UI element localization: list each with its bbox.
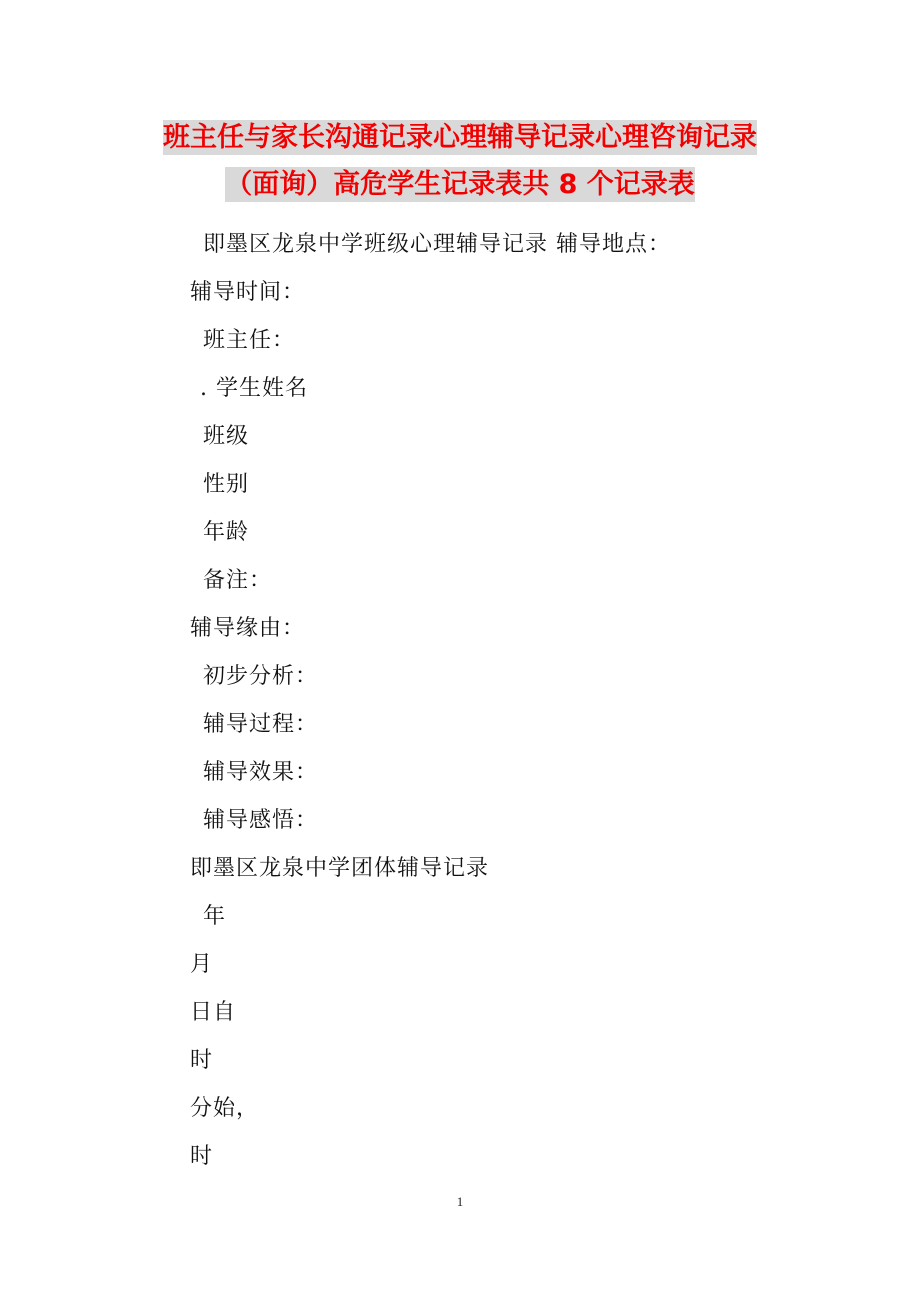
body-line-minute-start: 分始， xyxy=(190,1096,260,1121)
body-line-group-counseling-record: 即墨区龙泉中学团体辅导记录 xyxy=(190,856,490,881)
body-line-remarks: 备注： xyxy=(203,568,273,593)
body-line-year: 年 xyxy=(203,904,227,929)
title-line-1-text: 班主任与家长沟通记录心理辅导记录心理咨询记录 xyxy=(163,122,757,153)
body-line-day-from: 日自 xyxy=(190,1000,237,1025)
body-line-student-name: . 学生姓名 xyxy=(200,376,308,401)
body-line-counseling-process: 辅导过程： xyxy=(203,712,319,737)
document-body xyxy=(0,221,920,1181)
title-line-2-text: （面询）高危学生记录表共 8 个记录表 xyxy=(225,169,695,200)
title-line-1 xyxy=(0,114,920,161)
body-line-head-teacher: 班主任： xyxy=(203,328,296,353)
body-line-counseling-time: 辅导时间： xyxy=(190,280,306,305)
page-number: 1 xyxy=(456,1194,464,1209)
body-line-hour: 时 xyxy=(190,1048,214,1073)
document-title xyxy=(0,114,920,208)
body-line-counseling-effect: 辅导效果： xyxy=(203,760,319,785)
body-line-preliminary-analysis: 初步分析： xyxy=(203,664,319,689)
body-line-class-counseling-record: 即墨区龙泉中学班级心理辅导记录 辅导地点： xyxy=(203,232,671,257)
body-line-hour-2: 时 xyxy=(190,1144,214,1169)
title-line-2 xyxy=(0,161,920,208)
body-line-counseling-reason: 辅导缘由： xyxy=(190,616,306,641)
body-line-age: 年龄 xyxy=(203,520,250,545)
body-line-counseling-reflection: 辅导感悟： xyxy=(203,808,319,833)
body-line-month: 月 xyxy=(190,952,214,977)
body-line-class: 班级 xyxy=(203,424,250,449)
body-line-gender: 性别 xyxy=(203,472,250,497)
